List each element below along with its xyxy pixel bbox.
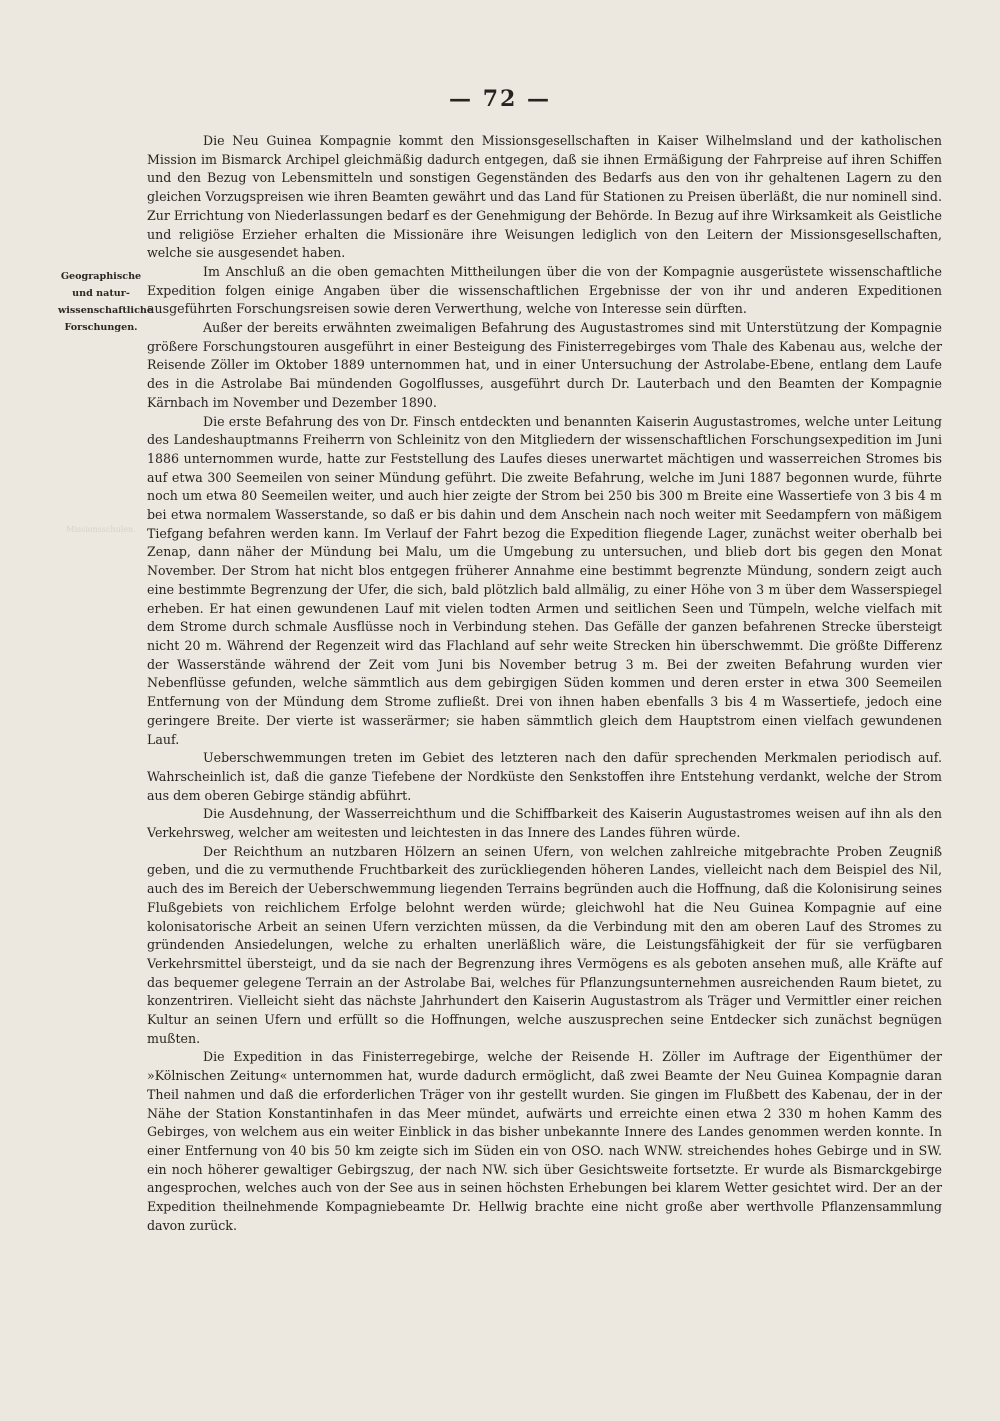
margin-note-line: Forschungen. [64,322,138,333]
margin-note-line: wissenschaftliche [58,305,153,316]
paragraph: Außer der bereits erwähnten zweimaligen Befahrung des Augustastromes sind mit Unterstützung der Kompagnie größere Forschungstouren ausgeführt in einer Besteigung des Finisterregebirges vom Thale des Kabenau aus, welche der Reisende Zöller im Oktober 1889 unternommen hat, und in einer Untersuchung der Astrolabe-Ebene, entlang dem Laufe des in die Astrolabe Bai mündenden Gogolflusses, ausgeführt durch Dr. Lauterbach und den Beamten der Kompagnie Kärnbach im November und Dezember 1890. [147,320,942,410]
paragraph: Die Ausdehnung, der Wasserreichthum und die Schiffbarkeit des Kaiserin Augustastromes weisen auf ihn als den Verkehrsweg, welcher am weitesten und leichtesten in das Innere des Landes führen würde. [147,806,942,841]
margin-note-line: Geographische [60,271,142,282]
margin-note [58,268,153,336]
paragraph: Im Anschluß an die oben gemachten Mittheilungen über die von der Kompagnie ausgerüstete wissenschaftliche Expedition folgen einige Angaben über die wissenschaftlichen Ergebnisse der von ihr und anderen Expeditionen ausgeführten Forschungsreisen sowie deren Verwerthung, welche von Interesse sein dürften. [147,263,942,317]
margin-note-line: und natur- [72,288,130,299]
paragraph: Ueberschwemmungen treten im Gebiet des letzteren nach den dafür sprechenden Merkmalen periodisch auf. Wahrscheinlich ist, daß die ganze Tiefebene der Nordküste den Senkstoffen ihre Entstehung verdankt, welche der Strom aus dem oberen Gebirge ständig abführt. [147,750,942,803]
faint-margin-note: Missionsschulen. [66,525,136,534]
page-number: — 72 — [449,86,551,112]
paragraph: Die erste Befahrung des von Dr. Finsch entdeckten und benannten Kaiserin Augustastromes, welche unter Leitung des Landeshauptmanns Freiherrn von Schleinitz von den Mitgliedern der wissenschaftlichen Forschungsexpedition im Juni 1886 unternommen wurde, hatte zur Feststellung des Laufes dieses unerwartet mächtigen und wasserreichen Stromes bis auf etwa 300 Seemeilen von seiner Mündung geführt. Die zweite Befahrung, welche im Juni 1887 begonnen wurde, führte noch um etwa 80 Seemeilen weiter, und auch hier zeigte der Strom bei 250 bis 300 m Breite eine Wassertiefe von 3 bis 4 m bei etwa normalem Wasserstande, so daß er bis dahin und dem Anschein nach noch weiter mit Seedampfern von mäßigem Tiefgang befahren werden kann. Im Verlauf der Fahrt bezog die Expedition fliegende Lager, zunächst weiter oberhalb bei Zenap, dann näher der Mündung bei Malu, um die Umgebung zu untersuchen, und blieb dort bis gegen den Monat November. Der Strom hat nicht blos entgegen früherer Annahme eine bestimmt begrenzte Mündung, sondern zeigt auch eine bestimmte Begrenzung der Ufer, die sich, bald plötzlich bald allmälig, zu einer Höhe von 3 m über dem Wasserspiegel erheben. Er hat einen gewundenen Lauf mit vielen todten Armen und seitlichen Seen und Tümpeln, welche vielfach mit dem Strome durch schmale Ausflüsse noch in Verbindung stehen. Das Gefälle der ganzen befahrenen Strecke übersteigt nicht 20 m. Während der Regenzeit wird das Flachland auf sehr weite Strecken hin überschwemmt. Die größte Differenz der Wasserstände während der Zeit vom Juni bis November betrug 3 m. Bei der zweiten Befahrung wurden vier Nebenflüsse gefunden, welche sämmtlich aus dem gebirgigen Süden kommen und deren erster in etwa 300 Seemeilen Entfernung von der Mündung dem Strome zufließt. Drei von ihnen haben ebenfalls 3 bis 4 m Wassertiefe, jedoch eine geringere Breite. Der vierte ist wasserärmer; sie haben sämmtlich gleich dem Hauptstrom einen vielfach gewundenen Lauf. [147,413,942,747]
paragraph: Die Neu Guinea Kompagnie kommt den Missionsgesellschaften in Kaiser Wilhelmsland und der katholischen Mission im Bismarck Archipel gleichmäßig dadurch entgegen, daß sie ihnen Ermäßigung der Fahrpreise auf ihren Schiffen und den Bezug von Lebensmitteln und sonstigen Gegenständen des Bedarfs aus den von ihr gehaltenen Lagern zu den gleichen Vorzugspreisen wie ihren Beamten gewährt und das Land für Stationen zu Preisen überläßt, die nur nominell sind. Zur Errichtung von Niederlassungen bedarf es der Genehmigung der Behörde. In Bezug auf ihre Wirksamkeit als Geistliche und religiöse Erzieher erhalten die Missionäre ihre Weisungen lediglich von den Leitern der Missionsgesellschaften, welche sie ausgesendet haben. [147,133,942,261]
paragraph: Die Expedition in das Finisterregebirge, welche der Reisende H. Zöller im Auftrage der Eigenthümer der »Kölnischen Zeitung« unternommen hat, wurde dadurch ermöglicht, daß zwei Beamte der Neu Guinea Kompagnie daran Theil nahmen und daß die erforderlichen Träger von ihr gestellt wurden. Sie gingen im Flußbett des Kabenau, der in der Nähe der Station Konstantinhafen in das Meer mündet, aufwärts und erreichte einen etwa 2 330 m hohen Kamm des Gebirges, von welchem aus ein weiter Einblick in das bisher unbekannte Innere des Landes genommen werden konnte. In einer Entfernung von 40 bis 50 km zeigte sich im Süden ein von OSO. nach WNW. streichendes hohes Gebirge und in SW. ein noch höherer gewaltiger Gebirgszug, der nach NW. sich über Gesichtsweite fortsetzte. Er wurde als Bismarckgebirge angesprochen, welches auch von der See aus in seinen höchsten Erhebungen bei klarem Wetter gesichtet wird. Der an der Expedition theilnehmende Kompagniebeamte Dr. Hellwig brachte eine nicht große aber werthvolle Pflanzensammlung davon zurück. [147,1049,942,1233]
paragraph: Der Reichthum an nutzbaren Hölzern an seinen Ufern, von welchen zahlreiche mitgebrachte Proben Zeugniß geben, und die zu vermuthende Fruchtbarkeit des zurückliegenden höheren Landes, vielleicht nach dem Beispiel des Nil, auch des im Bereich der Ueberschwemmung liegenden Terrains begründen auch die Hoffnung, daß die Kolonisirung seines Flußgebiets von reichlichem Erfolge belohnt werden würde; gleichwohl hat die Neu Guinea Kompagnie auf eine kolonisatorische Arbeit an seinen Ufern verzichten müssen, da die Verbindung mit den am oberen Lauf des Stromes zu gründenden Ansiedelungen, welche zu erhalten unerläßlich wäre, die Leistungsfähigkeit der für sie verfügbaren Verkehrsmittel übersteigt, und da sie nach der Begrenzung ihres Vermögens es als geboten ansehen muß, alle Kräfte auf das bequemer gelegene Terrain an der Astrolabe Bai, welches für Pflanzungsunternehmen ausreichenden Raum bietet, zu konzentriren. Vielleicht sieht das nächste Jahrhundert den Kaiserin Augustastrom als Träger und Vermittler einer reichen Kultur an seinen Ufern und erfüllt so die Hoffnungen, welche auszusprechen seine Entdecker sich zunächst begnügen mußten. [147,843,942,1046]
text-body [147,132,942,1235]
